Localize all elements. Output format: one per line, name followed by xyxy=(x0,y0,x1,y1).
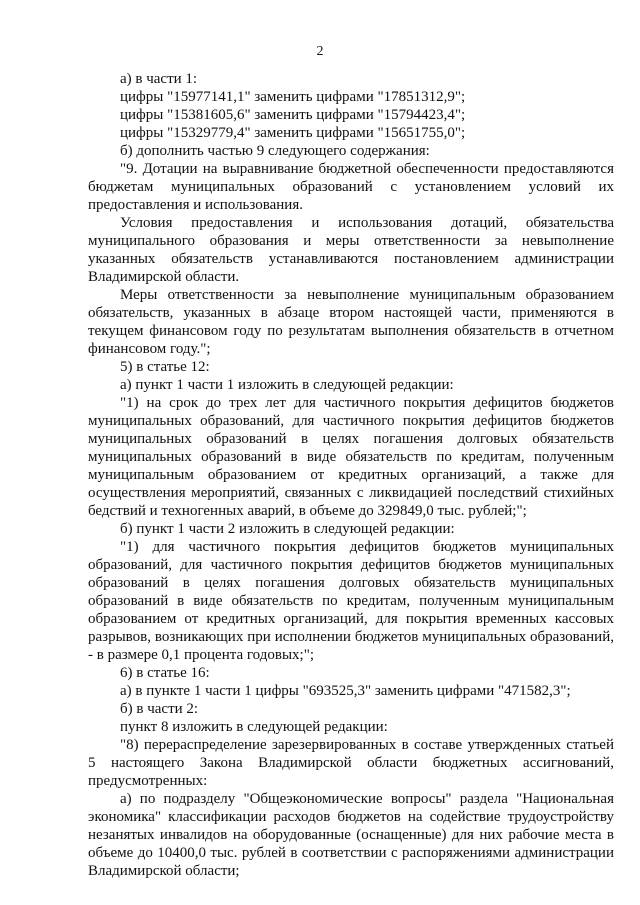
paragraph: "8) перераспределение зарезервированных в составе утвержденных статьей 5 настоящего Закона Владимирской области бюджетных ассигнований, предусмотренных: xyxy=(88,737,614,789)
page-number: 2 xyxy=(316,44,324,59)
paragraph: а) в части 1: xyxy=(120,71,198,87)
paragraph: "9. Дотации на выравнивание бюджетной обеспеченности предоставляются бюджетам муниципальных образований с установлением условий их предоставления и использования. xyxy=(88,161,614,213)
paragraph: цифры "15381605,6" заменить цифрами "15794423,4"; xyxy=(120,107,466,123)
paragraph: цифры "15329779,4" заменить цифрами "15651755,0"; xyxy=(120,125,466,141)
paragraph: "1) для частичного покрытия дефицитов бюджетов муниципальных образований, для частичного покрытия дефицитов бюджетов муниципальных образований в целях погашения долговых обязательств муниципальных образований в виде обязательств по кредитам, полученным муниципальным образованием от кредитных организаций, для покрытия временных кассовых разрывов, возникающих при исполнении бюджетов муниципальных образований, - в размере 0,1 процента годовых;"; xyxy=(88,539,614,663)
paragraph: б) дополнить частью 9 следующего содержания: xyxy=(120,143,430,159)
paragraph: 6) в статье 16: xyxy=(120,665,210,681)
paragraph: а) в пункте 1 части 1 цифры "693525,3" заменить цифрами "471582,3"; xyxy=(120,683,571,699)
paragraph: цифры "15977141,1" заменить цифрами "17851312,9"; xyxy=(120,89,466,105)
paragraph: а) пункт 1 части 1 изложить в следующей редакции: xyxy=(120,377,454,393)
paragraph: б) пункт 1 части 2 изложить в следующей редакции: xyxy=(120,521,455,537)
paragraph: а) по подразделу "Общеэкономические вопросы" раздела "Национальная экономика" классификации расходов бюджетов на содействие трудоустройству незанятых инвалидов на оборудованные (оснащенные) для них рабочие места в объеме до 10400,0 тыс. рублей в соответствии с распоряжениями администрации Владимирской области; xyxy=(88,791,614,879)
paragraph: Меры ответственности за невыполнение муниципальным образованием обязательств, указанных в абзаце втором настоящей части, применяются в текущем финансовом году по результатам выполнения обязательств в отчетном финансовом году."; xyxy=(88,287,614,357)
paragraph: "1) на срок до трех лет для частичного покрытия дефицитов бюджетов муниципальных образований, для частичного покрытия дефицитов бюджетов муниципальных образований в целях погашения долговых обязательств муниципальных образований в виде обязательств по кредитам, полученным муниципальным образованием от кредитных организаций, а также для осуществления мероприятий, связанных с ликвидацией последствий стихийных бедствий и техногенных аварий, в объеме до 329849,0 тыс. рублей;"; xyxy=(88,395,614,519)
paragraph: Условия предоставления и использования дотаций, обязательства муниципального образования и меры ответственности за невыполнение указанных обязательств устанавливаются постановлением администрации Владимирской области. xyxy=(88,215,614,285)
document-body xyxy=(88,70,614,880)
paragraph: 5) в статье 12: xyxy=(120,359,210,375)
paragraph: пункт 8 изложить в следующей редакции: xyxy=(120,719,388,735)
paragraph: б) в части 2: xyxy=(120,701,199,717)
